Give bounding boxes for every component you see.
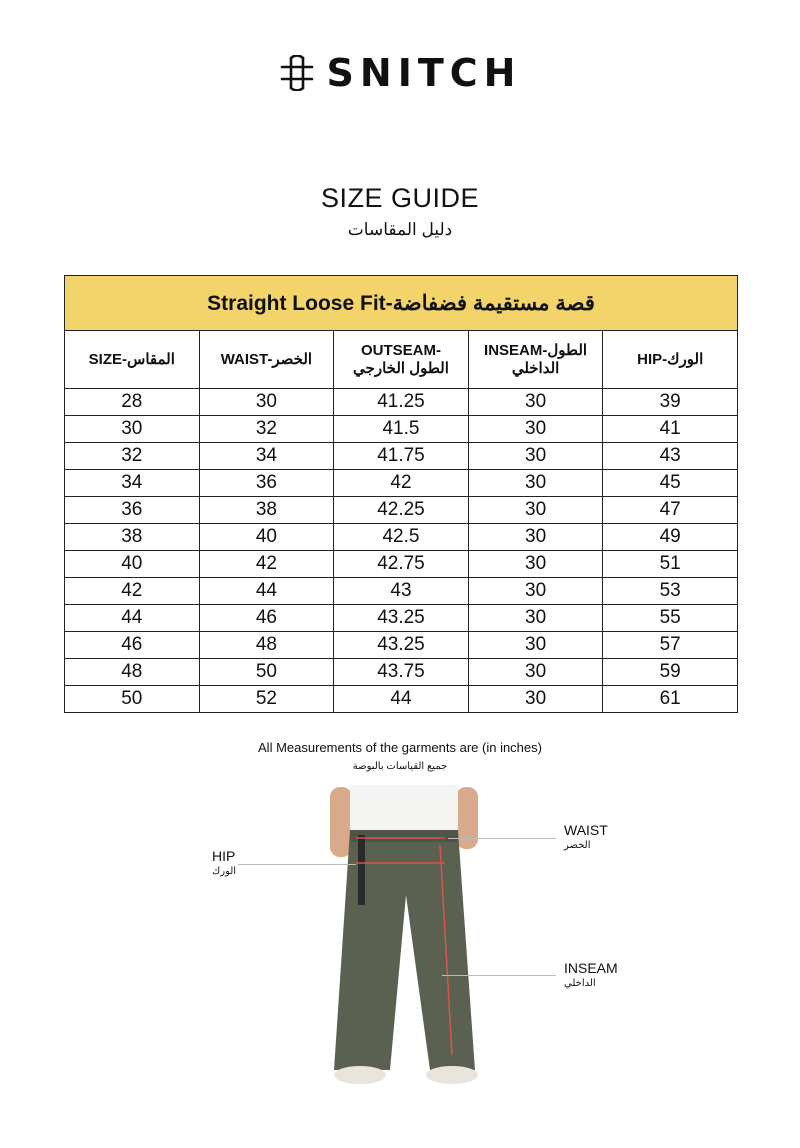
shirt [350, 785, 458, 837]
table-cell: 42 [199, 551, 334, 578]
table-cell: 30 [468, 686, 603, 713]
table-cell: 42 [334, 470, 469, 497]
left-arm [330, 787, 352, 857]
waistband [350, 830, 458, 842]
fit-banner: Straight Loose Fit-قصة مستقيمة فضفاضة [65, 276, 738, 331]
table-cell: 48 [65, 659, 200, 686]
pants [334, 830, 475, 1070]
table-cell: 45 [603, 470, 738, 497]
table-row [65, 524, 738, 551]
brand-header [0, 48, 800, 98]
table-cell: 30 [468, 497, 603, 524]
table-cell: 43 [603, 443, 738, 470]
table-cell: 44 [65, 605, 200, 632]
table-row [65, 389, 738, 416]
table-cell: 30 [468, 605, 603, 632]
table-cell: 42.5 [334, 524, 469, 551]
belt-strap [358, 835, 365, 905]
header-size: SIZE-المقاس [65, 331, 200, 389]
table-cell: 46 [65, 632, 200, 659]
table-cell: 32 [199, 416, 334, 443]
table-cell: 44 [199, 578, 334, 605]
table-row [65, 605, 738, 632]
right-shoe [426, 1066, 478, 1084]
waist-pointer-line [448, 838, 556, 839]
table-cell: 48 [199, 632, 334, 659]
table-cell: 41.75 [334, 443, 469, 470]
snitch-logo-icon [279, 55, 315, 91]
table-cell: 59 [603, 659, 738, 686]
table-row [65, 551, 738, 578]
model-figure [320, 785, 490, 1085]
inseam-pointer-line [442, 975, 556, 976]
table-cell: 57 [603, 632, 738, 659]
table-cell: 30 [65, 416, 200, 443]
table-cell: 61 [603, 686, 738, 713]
table-cell: 43.25 [334, 605, 469, 632]
table-cell: 42 [65, 578, 200, 605]
table-cell: 43.25 [334, 632, 469, 659]
table-cell: 38 [199, 497, 334, 524]
size-table [64, 275, 738, 713]
table-row [65, 443, 738, 470]
inseam-label: INSEAM الداخلي [564, 960, 618, 989]
header-outseam: OUTSEAM- الطول الخارجي [334, 331, 469, 389]
waist-label: WAIST الخصر [564, 822, 608, 851]
table-cell: 30 [468, 632, 603, 659]
table-cell: 41.25 [334, 389, 469, 416]
table-cell: 46 [199, 605, 334, 632]
hip-label: HIP الورك [212, 848, 237, 877]
table-row [65, 578, 738, 605]
table-cell: 30 [468, 443, 603, 470]
table-cell: 44 [334, 686, 469, 713]
table-cell: 30 [468, 659, 603, 686]
table-cell: 30 [468, 524, 603, 551]
table-cell: 41.5 [334, 416, 469, 443]
table-cell: 51 [603, 551, 738, 578]
header-hip: HIP-الورك [603, 331, 738, 389]
measurement-note: All Measurements of the garments are (in inches) [258, 740, 542, 755]
table-row [65, 632, 738, 659]
table-cell: 36 [199, 470, 334, 497]
table-cell: 30 [468, 389, 603, 416]
table-cell: 34 [199, 443, 334, 470]
table-cell: 55 [603, 605, 738, 632]
table-cell: 30 [468, 470, 603, 497]
table-row [65, 470, 738, 497]
table-cell: 49 [603, 524, 738, 551]
table-cell: 40 [199, 524, 334, 551]
measurement-note-arabic: جميع القياسات بالبوصة [352, 761, 448, 772]
brand-name: SNITCH [326, 51, 522, 95]
page-title: SIZE GUIDE [320, 183, 480, 213]
table-row [65, 416, 738, 443]
table-cell: 39 [603, 389, 738, 416]
table-cell: 30 [468, 551, 603, 578]
table-cell: 53 [603, 578, 738, 605]
table-cell: 41 [603, 416, 738, 443]
table-cell: 40 [65, 551, 200, 578]
table-cell: 38 [65, 524, 200, 551]
header-waist: WAIST-الخصر [199, 331, 334, 389]
table-cell: 42.25 [334, 497, 469, 524]
table-cell: 52 [199, 686, 334, 713]
header-inseam: INSEAM-الطول الداخلي [468, 331, 603, 389]
table-cell: 43 [334, 578, 469, 605]
table-cell: 42.75 [334, 551, 469, 578]
table-cell: 47 [603, 497, 738, 524]
table-cell: 30 [199, 389, 334, 416]
table-row [65, 659, 738, 686]
hip-pointer-line [238, 864, 356, 865]
table-row [65, 686, 738, 713]
table-cell: 30 [468, 578, 603, 605]
table-cell: 28 [65, 389, 200, 416]
table-cell: 30 [468, 416, 603, 443]
size-table-body [65, 389, 738, 713]
table-cell: 43.75 [334, 659, 469, 686]
right-arm [456, 787, 478, 849]
table-cell: 50 [199, 659, 334, 686]
table-cell: 50 [65, 686, 200, 713]
table-row [65, 497, 738, 524]
page-title-arabic: دليل المقاسات [347, 220, 453, 239]
table-cell: 34 [65, 470, 200, 497]
table-cell: 36 [65, 497, 200, 524]
left-shoe [334, 1066, 386, 1084]
table-cell: 32 [65, 443, 200, 470]
